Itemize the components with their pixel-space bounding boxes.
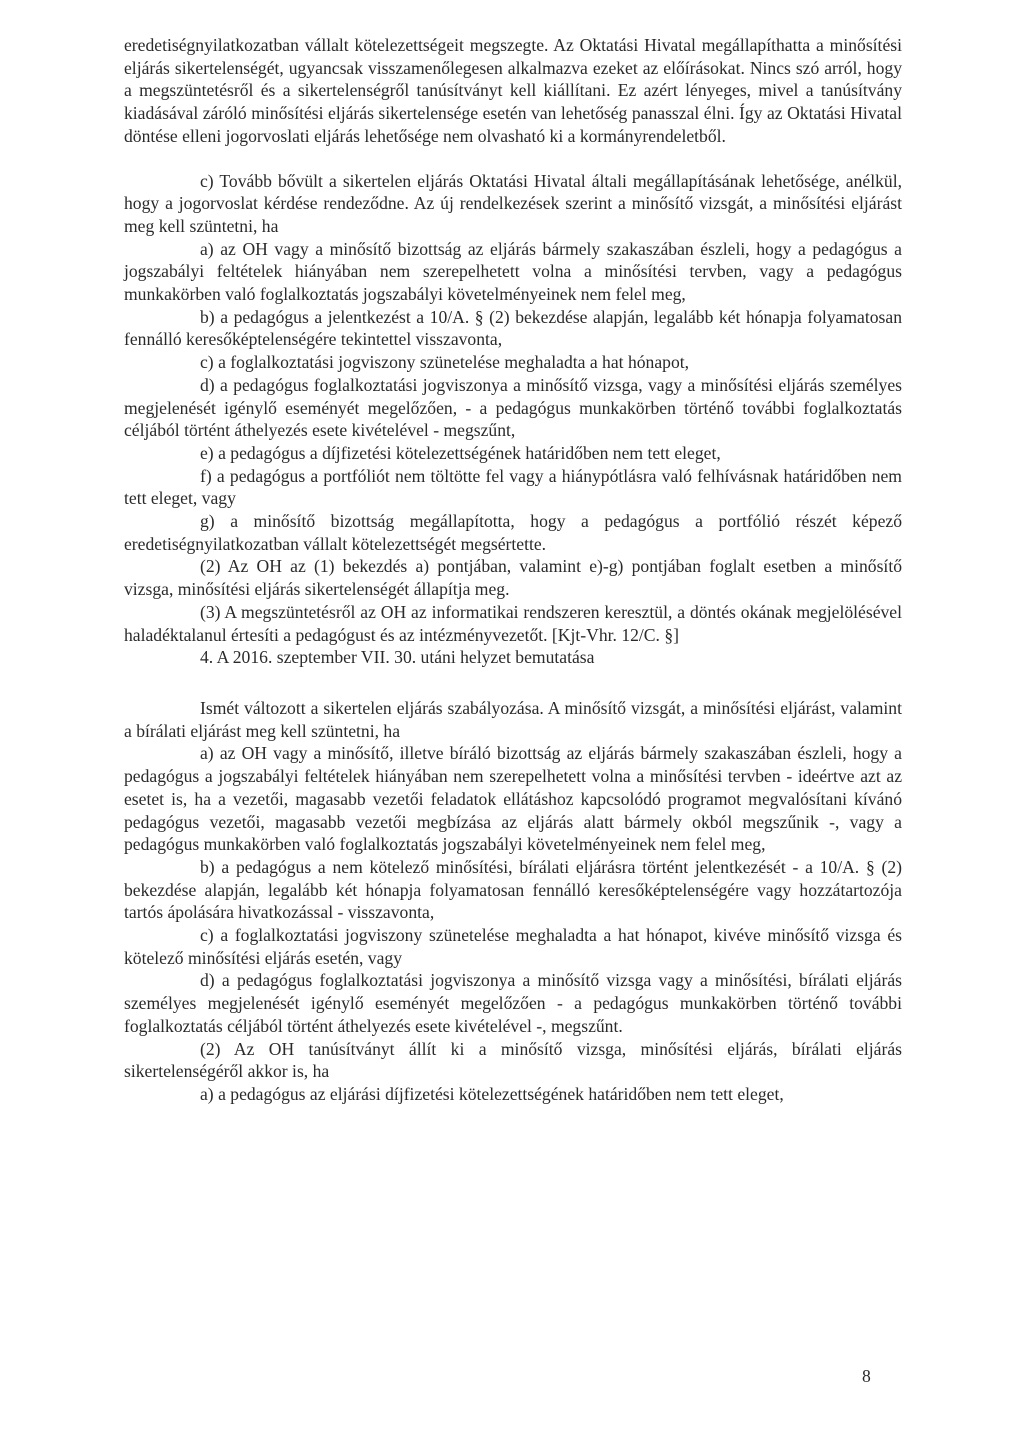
document-page	[124, 34, 902, 1106]
section-c-intro: c) Tovább bővült a sikertelen eljárás Oktatási Hivatal általi megállapításának lehetősége, anélkül, hogy a jogorvoslat kérdése rendeződne. Az új rendelkezések szerint a minősítő vizsgát, a minősítési eljárást meg kell szüntetni, ha	[124, 170, 902, 236]
page-number: 8	[862, 1366, 871, 1386]
section-c-item-a: a) az OH vagy a minősítő bizottság az eljárás bármely szakaszában észleli, hogy a pedagógus a jogszabályi feltételek hiányában nem szerepelhetett volna a minősítési tervben, vagy a pedagógus munkakörben való foglalkoztatás jogszabályi követelményeinek nem felel meg,	[124, 238, 902, 305]
paragraph-top: eredetiségnyilatkozatban vállalt kötelezettségeit megszegte. Az Oktatási Hivatal megállapíthatta a minősítési eljárás sikertelenségét, ugyancsak visszamenőlegesen alkalmazva ezeket az előírásokat. Nincs szó arról, hogy a megszüntetésről és a sikertelenségről tanúsítványt kell kiállítani. Ez azért lényeges, mivel a tanúsítvány kiadásával záróló minősítési eljárás sikertelensége esetén van lehetőség panasszal élni. Így az Oktatási Hivatal döntése elleni jogorvoslati eljárás lehetősége nem olvasható ki a kormányrendeletből.	[124, 35, 902, 146]
section-c-para-3: (3) A megszüntetésről az OH az informatikai rendszeren keresztül, a döntés okának megjelölésével haladéktalanul értesíti a pedagógust és az intézményvezetőt. [Kjt-Vhr. 12/C. §]	[124, 601, 902, 645]
section-c	[124, 170, 902, 647]
section-4-heading: 4. A 2016. szeptember VII. 30. utáni helyzet bemutatása	[200, 647, 595, 668]
section-4-para-2: (2) Az OH tanúsítványt állít ki a minősítő vizsga, minősítési eljárás, bírálati eljárás sikertelenségéről akkor is, ha	[124, 1038, 902, 1082]
section-c-item-d: d) a pedagógus foglalkoztatási jogviszonya a minősítő vizsga, vagy a minősítési eljárás személyes megjelenését igénylő eseményét megelőzően, - a pedagógus munkakörben történő további foglalkoztatás céljából történt áthelyezés esete kivételével - megszűnt,	[124, 374, 902, 441]
section-c-item-b: b) a pedagógus a jelentkezést a 10/A. § (2) bekezdése alapján, legalább két hónapja folyamatosan fennálló keresőképtelenségére tekintettel visszavonta,	[124, 306, 902, 350]
section-4-item-c: c) a foglalkoztatási jogviszony szünetelése meghaladta a hat hónapot, kivéve minősítő vizsga és kötelező minősítési eljárás esetén, vagy	[124, 925, 902, 968]
section-c-item-e: e) a pedagógus a díjfizetési kötelezettségének határidőben nem tett eleget,	[200, 442, 721, 463]
section-4-intro: Ismét változott a sikertelen eljárás szabályozása. A minősítő vizsgát, a minősítési eljárást, valamint a bírálati eljárást meg kell szüntetni, ha	[124, 697, 902, 741]
section-c-item-g: g) a minősítő bizottság megállapította, hogy a pedagógus a portfólió részét képező eredetiségnyilatkozatban vállalt kötelezettségét megsértette.	[124, 511, 902, 554]
section-4-item-b: b) a pedagógus a nem kötelező minősítési, bírálati eljárásra történt jelentkezését - a 10/A. § (2) bekezdése alapján, legalább két hónapja folyamatosan fennálló keresőképtelenségére vagy hozzátartozója tartós ápolására hivatkozással - visszavonta,	[124, 856, 902, 923]
section-4-item-a: a) az OH vagy a minősítő, illetve bíráló bizottság az eljárás bármely szakaszában észleli, hogy a pedagógus a jogszabályi feltételek hiányában nem szerepelhetett volna a minősítési tervben - ideértve azt az esetet is, ha a vezetői, magasabb vezetői feladatok ellátáshoz kapcsolódó programot megvalósítani kívánó pedagógus vezetői, magasabb vezetői megbízása az eljárás alatt bármely okból megszűnik -, vagy a pedagógus munkakörben való foglalkoztatás jogszabályi követelményeinek nem felel meg,	[124, 743, 902, 855]
section-c-item-f: f) a pedagógus a portfóliót nem töltötte fel vagy a hiánypótlásra való felhívásnak határidőben nem tett eleget, vagy	[124, 465, 902, 509]
section-c-item-c: c) a foglalkoztatási jogviszony szünetelése meghaladta a hat hónapot,	[200, 352, 690, 373]
section-4-para-2-a: a) a pedagógus az eljárási díjfizetési kötelezettségének határidőben nem tett eleget,	[200, 1083, 784, 1104]
section-4	[124, 697, 902, 1106]
section-c-para-2: (2) Az OH az (1) bekezdés a) pontjában, valamint e)-g) pontjában foglalt esetben a minősítő vizsga, minősítési eljárás sikertelenségét állapítja meg.	[124, 556, 902, 600]
section-4-item-d: d) a pedagógus foglalkoztatási jogviszonya a minősítő vizsga vagy a minősítési, bírálati eljárás személyes megjelenését igénylő eseményét megelőzően - a pedagógus munkakörben történő további foglalkoztatás céljából történt áthelyezés esete kivételével -, megszűnt.	[124, 970, 902, 1036]
